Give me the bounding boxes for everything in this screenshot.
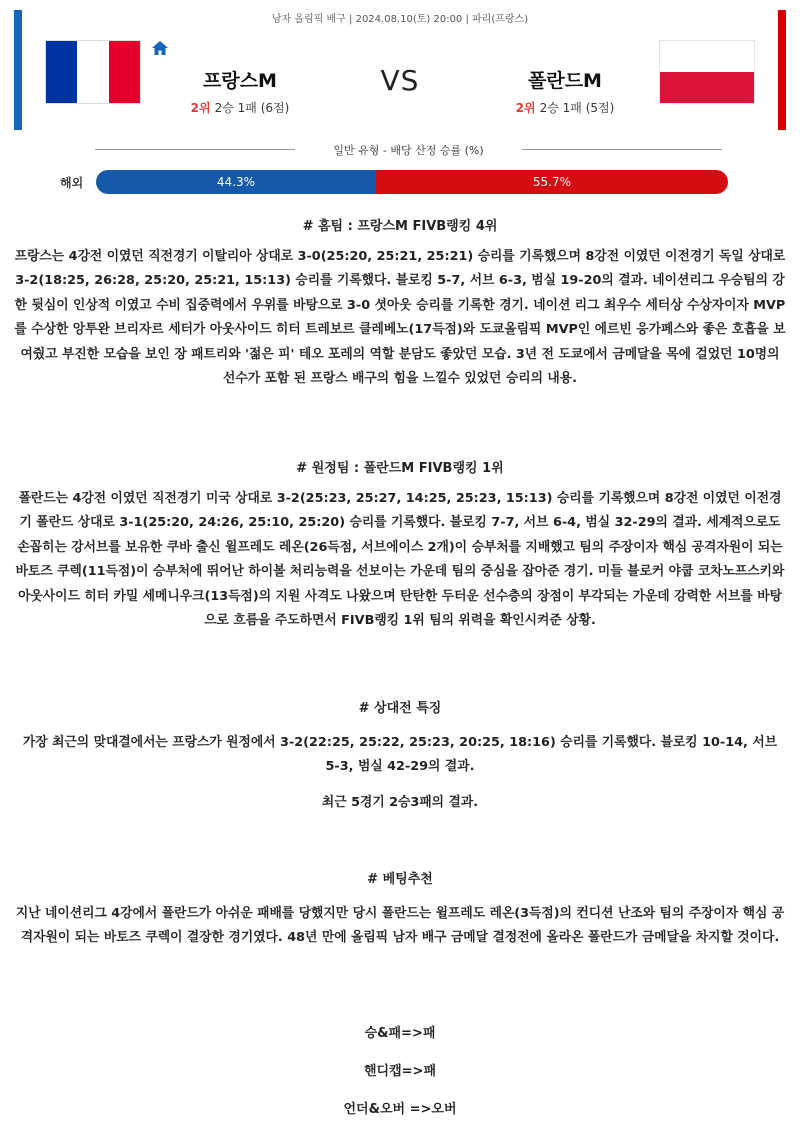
pick-win-lose: 승&패=>패	[364, 1026, 436, 1041]
odds-label: 해외	[60, 176, 84, 190]
odds-bar	[96, 170, 728, 194]
away-record	[465, 99, 665, 116]
odds-title-row	[95, 141, 722, 157]
away-rank: 2위	[515, 101, 536, 115]
match-header	[0, 0, 800, 135]
home-rank: 2위	[190, 101, 211, 115]
odds-title: 일반 유형 - 배당 산정 승률 (%)	[333, 144, 484, 157]
poland-flag	[659, 40, 755, 104]
away-section-body: 폴란드는 4강전 이였던 직전경기 미국 상대로 3-2(25:23, 25:27, 14:25, 25:23, 15:13) 승리를 기록했으며 8강전 이였던 이전경기 폴란드 상대로 3-1(25:20, 24:26, 25:10, 25:20) 승리를 기록했다. 블로킹 7-7, 서브 6-4, 범실 32-29의 결과. 세계적으로도 손꼽히는 강서브를 보유한 쿠바 출신 윌프레도 레온(26득점, 서브에이스 2개)이 승부처를 지배했고 팀의 주장이자 핵심 공격자원이 되는 바토즈 쿠렉(11득점)이 승부처에 뛰어난 하이볼 처리능력을 선보이는 가운데 팀의 중심을 잡아준 경기. 미들 블로커 야쿱 코차노프스키와 아웃사이드 히터 카밀 세메니우크(13득점)의 지원 사격도 나왔으며 탄탄한 두터운 선수층의 장점이 부각되는 가운데 강력한 서브를 바탕으로 흐름을 주도하면서 FIVB랭킹 1위 팀의 위력을 확인시켜준 상황.	[15, 491, 785, 629]
home-section-title: # 홈팀 : 프랑스M FIVB랭킹 4위	[302, 219, 498, 234]
away-odds-segment: 55.7%	[376, 170, 728, 194]
home-odds-segment: 44.3%	[96, 170, 376, 194]
home-record	[140, 99, 340, 116]
bet-section-title: # 베팅추천	[367, 872, 433, 887]
away-record-text: 2승 1패 (5점)	[539, 101, 615, 115]
pick-under-over: 언더&오버 =>오버	[343, 1102, 457, 1117]
vs-label: VS	[380, 64, 420, 97]
h2h-section-body: 가장 최근의 맞대결에서는 프랑스가 원정에서 3-2(22:25, 25:22, 25:23, 20:25, 18:16) 승리를 기록했다. 블로킹 10-14, 서브 5-3, 범실 42-29의 결과.	[22, 735, 778, 775]
away-team-name: 폴란드M	[528, 70, 602, 92]
home-icon	[151, 40, 169, 56]
match-meta: 남자 올림픽 배구 | 2024.08.10(토) 20:00 | 파리(프랑스)	[271, 14, 529, 25]
home-team-name: 프랑스M	[203, 70, 277, 92]
bet-section-body: 지난 네이션리그 4강에서 폴란드가 아쉬운 패배를 당했지만 당시 폴란드는 윌프레도 레온(3득점)의 컨디션 난조와 팀의 주장이자 핵심 공격자원이 되는 바토즈 쿠렉이 결장한 경기였다. 48년 만에 올림픽 남자 배구 금메달 결정전에 올라온 폴란드가 금메달을 차지할 것이다.	[15, 906, 785, 946]
home-section-body: 프랑스는 4강전 이였던 직전경기 이탈리아 상대로 3-0(25:20, 25:21, 25:21) 승리를 기록했으며 8강전 이였던 이전경기 독일 상대로 3-2(18:25, 26:28, 25:20, 25:21, 15:13) 승리를 기록했다. 블로킹 5-7, 서브 6-3, 범실 19-20의 결과. 네이션리그 우승팀의 강한 뒷심이 인상적 이였고 수비 집중력에서 우위를 바탕으로 3-0 셧아웃 승리를 기록한 경기. 네이션 리그 최우수 세터상 수상자이자 MVP를 수상한 앙투완 브리자르 세터가 아웃사이드 히터 트레보르 클레베노(17득점)와 도쿄올림픽 MVP인 에르빈 응가페스와 좋은 호흡을 보여줬고 부진한 모습을 보인 장 패트리와 '젊은 피' 테오 포레의 역할 분담도 좋았던 모습. 3년 전 도쿄에서 금메달을 목에 걸었던 10명의 선수가 포함 된 프랑스 배구의 힘을 느낄수 있었던 승리의 내용.	[14, 249, 786, 387]
away-section-title: # 원정팀 : 폴란드M FIVB랭킹 1위	[296, 461, 504, 476]
h2h-section-title: # 상대전 특징	[358, 701, 442, 716]
home-record-text: 2승 1패 (6점)	[214, 101, 290, 115]
h2h-recent-summary: 최근 5경기 2승3패의 결과.	[321, 795, 479, 810]
pick-handicap: 핸디캡=>패	[363, 1064, 437, 1079]
